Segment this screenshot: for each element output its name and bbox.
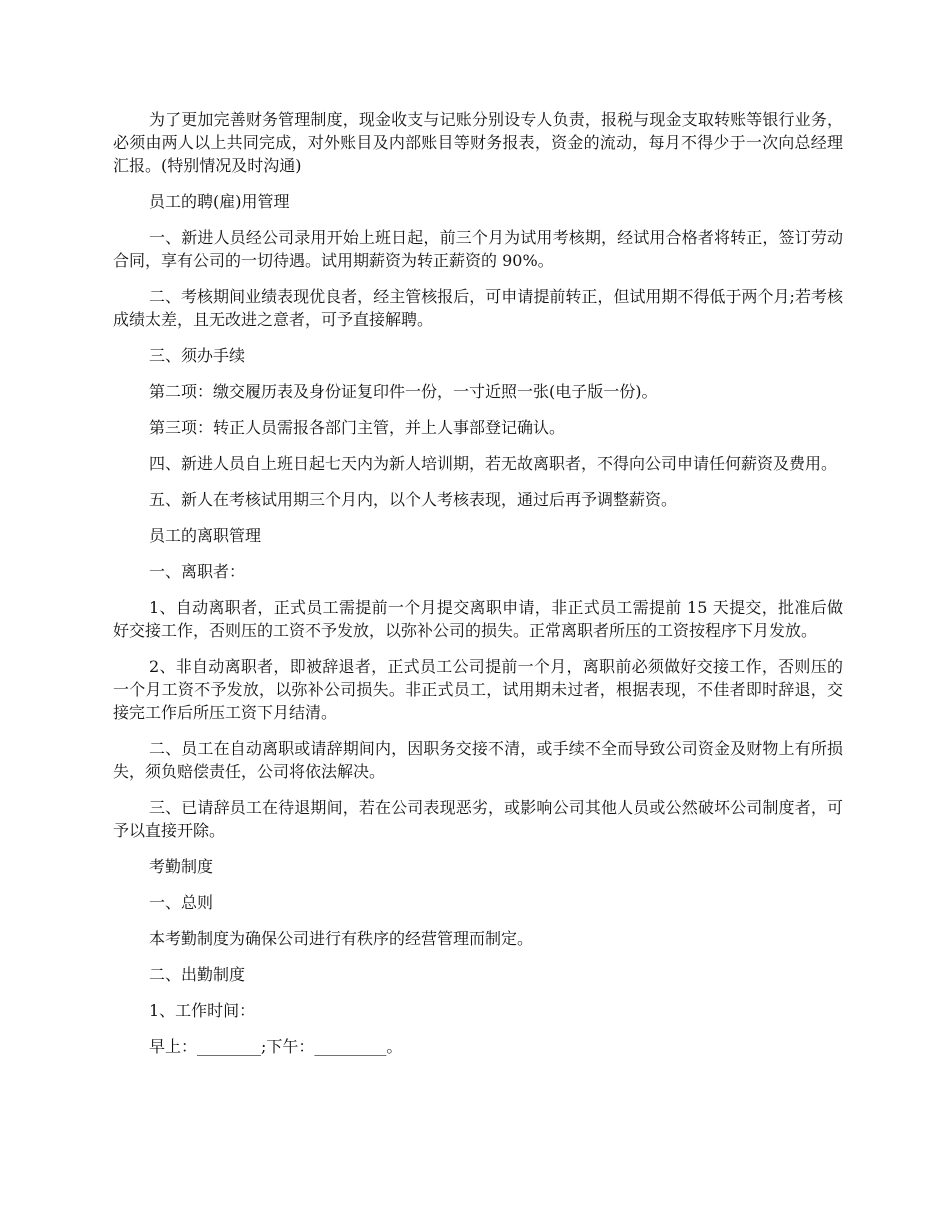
paragraph-handover-liability: 二、员工在自动离职或请辞期间内，因职务交接不清，或手续不全而导致公司资金及财物上有所损失，须负赔偿责任，公司将依法解决。 — [113, 739, 843, 781]
heading-working-hours: 1、工作时间： — [149, 1001, 256, 1020]
paragraph-voluntary-resignation: 1、自动离职者，正式员工需提前一个月提交离职申请，非正式员工需提前 15 天提交，批准后做好交接工作，否则压的工资不予发放，以弥补公司的损失。正常离职者所压的工资按程序下月发放。 — [113, 598, 843, 640]
heading-attendance-system: 考勤制度 — [149, 857, 214, 876]
heading-general-rules: 一、总则 — [149, 893, 214, 912]
paragraph-salary-adjustment: 五、新人在考核试用期三个月内，以个人考核表现，通过后再予调整薪资。 — [149, 490, 678, 509]
heading-resignees: 一、离职者： — [149, 562, 246, 581]
paragraph-probation: 一、新进人员经公司录用开始上班日起，前三个月为试用考核期，经试用合格者将转正，签订劳动合同，享有公司的一切待遇。试用期薪资为转正薪资的 90%。 — [113, 228, 843, 270]
paragraph-item-two: 第二项：缴交履历表及身份证复印件一份，一寸近照一张(电子版一份)。 — [149, 382, 658, 401]
paragraph-working-hours-blanks: 早上：________;下午：_________。 — [149, 1037, 403, 1056]
paragraph-training-period: 四、新进人员自上班日起七天内为新人培训期，若无故离职者，不得向公司申请任何薪资及费用。 — [149, 454, 838, 473]
paragraph-finance-intro: 为了更加完善财务管理制度，现金收支与记账分别设专人负责，报税与现金支取转账等银行业务，必须由两人以上共同完成，对外账目及内部账目等财务报表，资金的流动，每月不得少于一次向总经理汇报。(特别情况及时沟通) — [113, 110, 843, 175]
paragraph-dismissal: 2、非自动离职者，即被辞退者，正式员工公司提前一个月，离职前必须做好交接工作，否则压的一个月工资不予发放，以弥补公司损失。非正式员工，试用期未过者，根据表现，不佳者即时辞退，交接完工作后所压工资下月结清。 — [113, 657, 843, 722]
paragraph-attendance-purpose: 本考勤制度为确保公司进行有秩序的经营管理而制定。 — [149, 929, 534, 948]
paragraph-early-confirmation: 二、考核期间业绩表现优良者，经主管核报后，可申请提前转正，但试用期不得低于两个月;若考核成绩太差，且无改进之意者，可予直接解聘。 — [113, 287, 843, 329]
paragraph-misconduct: 三、已请辞员工在待退期间，若在公司表现恶劣，或影响公司其他人员或公然破坏公司制度者，可予以直接开除。 — [113, 798, 843, 840]
heading-procedures: 三、须办手续 — [149, 346, 246, 365]
heading-resignation-management: 员工的离职管理 — [149, 526, 262, 545]
heading-employment-management: 员工的聘(雇)用管理 — [149, 192, 290, 211]
paragraph-item-three: 第三项：转正人员需报各部门主管，并上人事部登记确认。 — [149, 418, 566, 437]
heading-attendance-rules: 二、出勤制度 — [149, 965, 246, 984]
document-page — [113, 108, 843, 1071]
